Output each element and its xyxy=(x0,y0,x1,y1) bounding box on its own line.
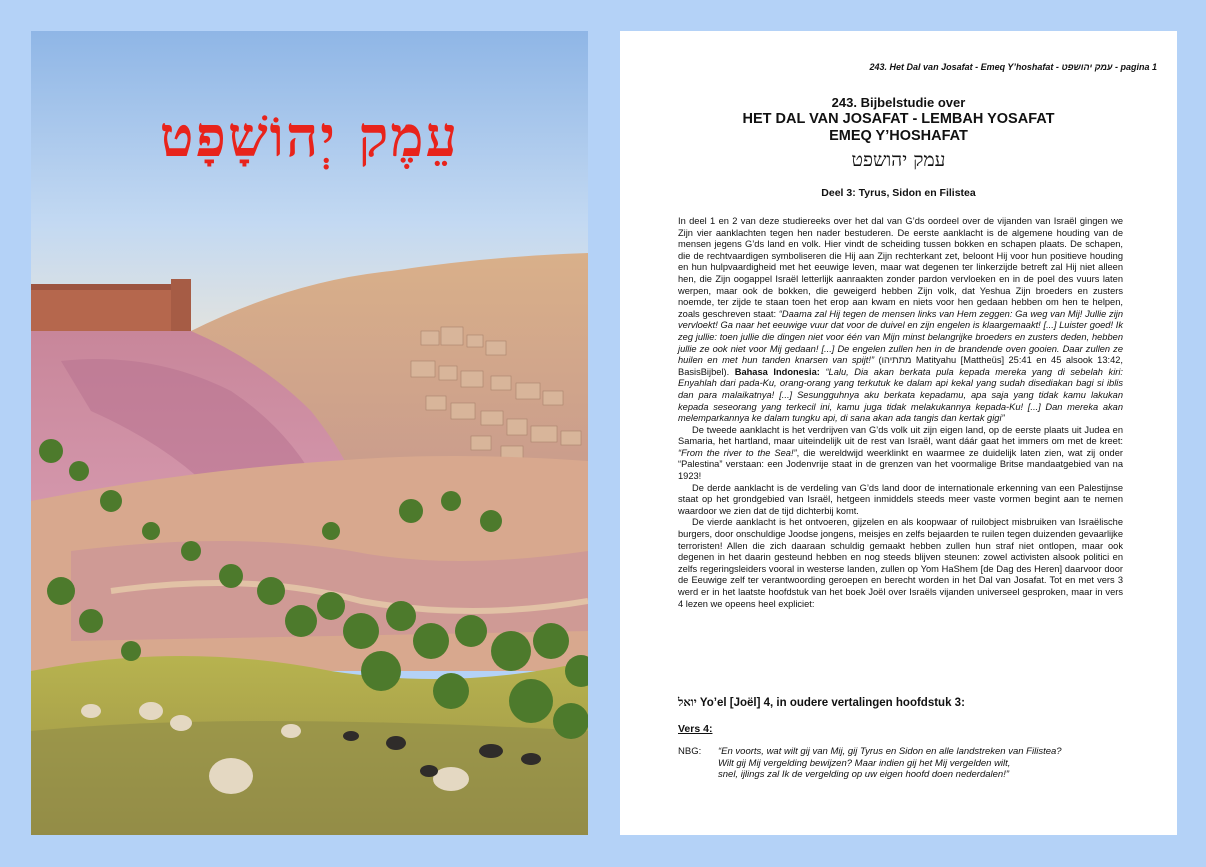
paragraph-4: De vierde aanklacht is het ontvoeren, gijzelen en als koopwaar of ruilobject misbruiken van Israëlische burgers, door onschuldige Joodse jongens, meisjes en zelfs bejaarden te ruilen tegen duizenden gevaarlijke terroristen! Allen die zich daaraan schuldig gemaakt hebben zullen hun straf niet ontlopen, maar ook degenen in het daarin gesteund hebben en nog steeds blijven steunen: zowel activisten alsook politici en zelfs regeringsleiders vooral in westerse landen, zullen op Yom HaShem [de Dag des Heren] daarvoor door de Eeuwige zelf ter verantwoording geroepen en berecht worden in het Dal van Josafat. Tot en met vers 3 werd er in het laatste hoofdstuk van het boek Joël over Israëls vijanden universeel gesproken, maar in vers 4 lezen we opeens heel expliciet: xyxy=(678,517,1123,609)
book-cover xyxy=(31,31,588,835)
heading-hebrew: יואל xyxy=(678,695,697,709)
paragraph-2 xyxy=(678,425,1123,483)
p1-indonesian-quote: “Lalu, Dia akan berkata pula kepada mereka yang di sebelah kiri: Enyahlah dari pada-Ku, orang-orang yang terkutuk ke dalam api kekal yang sudah disediakan bagi si iblis dan para malaikatnya! [...] Sesungguhnya aku berkata kepadamu, apa saja yang tidak kamu lakukan kepada seseorang yang terkecil ini, kamu juga tidak melakukannya kepada-Ku! [...] Dan mereka akan melemparkannya ke dalam tungku api, di sana akan ada tangis dan kertak gigi” xyxy=(678,366,1124,424)
title-line-2: HET DAL VAN JOSAFAT - LEMBAH YOSAFAT xyxy=(742,111,1055,127)
translation-text xyxy=(718,746,1138,781)
p1-label: Bahasa Indonesia: xyxy=(734,366,820,377)
p1-reference: (מתתיהו Matityahu [Mattheüs] 25:41 en 45 alsook 13:42, BasisBijbel). xyxy=(678,355,1123,377)
verse-label: Vers 4: xyxy=(678,723,713,735)
title-line-1: 243. Bijbelstudie over xyxy=(831,95,966,110)
title-line-3: EMEQ Y’HOSHAFAT xyxy=(829,128,968,144)
heading-text: Yo’el [Joël] 4, in oudere vertalingen hoofdstuk 3: xyxy=(696,697,965,709)
document-page xyxy=(620,31,1177,835)
running-header: 243. Het Dal van Josafat - Emeq Y’hoshafat - עמק יהושפט - pagina 1 xyxy=(869,62,1157,72)
title-block xyxy=(620,95,1177,199)
translation-label: NBG: xyxy=(678,746,702,757)
p2-quote: “From the river to the Sea!” xyxy=(678,447,797,458)
title-hebrew: עמק יהושפט xyxy=(851,149,946,171)
section-heading xyxy=(678,695,965,709)
nbg-line: snel, ijlings zal Ik de vergelding op uw eigen hoofd doen nederdalen!” xyxy=(718,769,1010,781)
paragraph-1 xyxy=(678,216,1123,425)
body-text xyxy=(678,216,1123,610)
nbg-line: “En voorts, wat wilt gij van Mij, gij Tyrus en Sidon en alle landstreken van Filistea? xyxy=(718,746,1062,757)
nbg-line: Wilt gij Mij vergelding bewijzen? Maar indien gij het Mij vergelden wilt, xyxy=(718,757,1011,769)
subtitle: Deel 3: Tyrus, Sidon en Filistea xyxy=(821,187,976,199)
p2-text: De tweede aanklacht is het verdrijven van G’ds volk uit zijn eigen land, op de eerste plaats uit Judea en Samaria, het hartland, maar uiteindelijk uit de rest van Israël, want dáár gaat het immers om met de kreet: xyxy=(678,424,1123,447)
cover-hebrew-title: עֵמֶק יְהוֹשָׁפָט xyxy=(159,104,460,170)
p1-text: In deel 1 en 2 van deze studiereeks over het dal van G’ds oordeel over de vijanden van Israël gingen we Zijn vier aanklachten tegen hen nader bestuderen. De eerste aanklacht is de algemene houding van de mensen jegens G’ds land en volk. Hier vindt de scheiding tussen bokken en schapen plaats. De schapen, die de rechtvaardigen symboliseren die Hij aan Zijn rechterkant zet, beloont Hij voor hun positieve houding en hun hulpvaardigheid met het eeuwige leven, maar wat degenen ter linkerzijde betreft zal Hij niet alleen hen, die Zijn oogappel Israël letterlijk aanraakten zonder pardon vervloeken en in de poel des vuurs laten werpen, maar ook de bokken, die geweigerd hebben Zijn volk, dat Yeshua Zijn broeders en zusters noemde, ter zijde te staan toen het erop aan kwam en niets voor hen gedaan hebben om hen te helpen, zoals geschreven staat: xyxy=(678,216,1123,319)
p2-text-end: , die wereldwijd weerklinkt en waarmee ze duidelijk laten zien, wat zij onder “Palestina” verstaan: een Jodenvrije staat in de grenzen van het voormalige Britse mandaatgebied van na 1923! xyxy=(678,447,1123,482)
p1-quote: “Daama zal Hij tegen de mensen links van Hem zeggen: Ga weg van Mij! Jullie zijn vervloekt! Ga naar het eeuwige vuur dat voor de duivel en zijn engelen is klaargemaakt! [...] Luister goed! Ik zeg jullie: toen jullie die dingen niet voor één van Mijn minst belangrijke broeders en zusters deden, hebben jullie ze ook niet voor Mij gedaan! [...] De engelen zullen hen in de brandende oven gooien. Daar zullen ze huilen en met hun tanden knarsen van spijt!” xyxy=(678,308,1124,366)
paragraph-3: De derde aanklacht is de verdeling van G’ds land door de internationale erkenning van een Palestijnse staat op het grondgebied van Israël, hetgeen inmiddels steeds meer vaste vormen begint aan te nemen waardoor we zien dat de tijd dichterbij komt. xyxy=(678,482,1123,516)
